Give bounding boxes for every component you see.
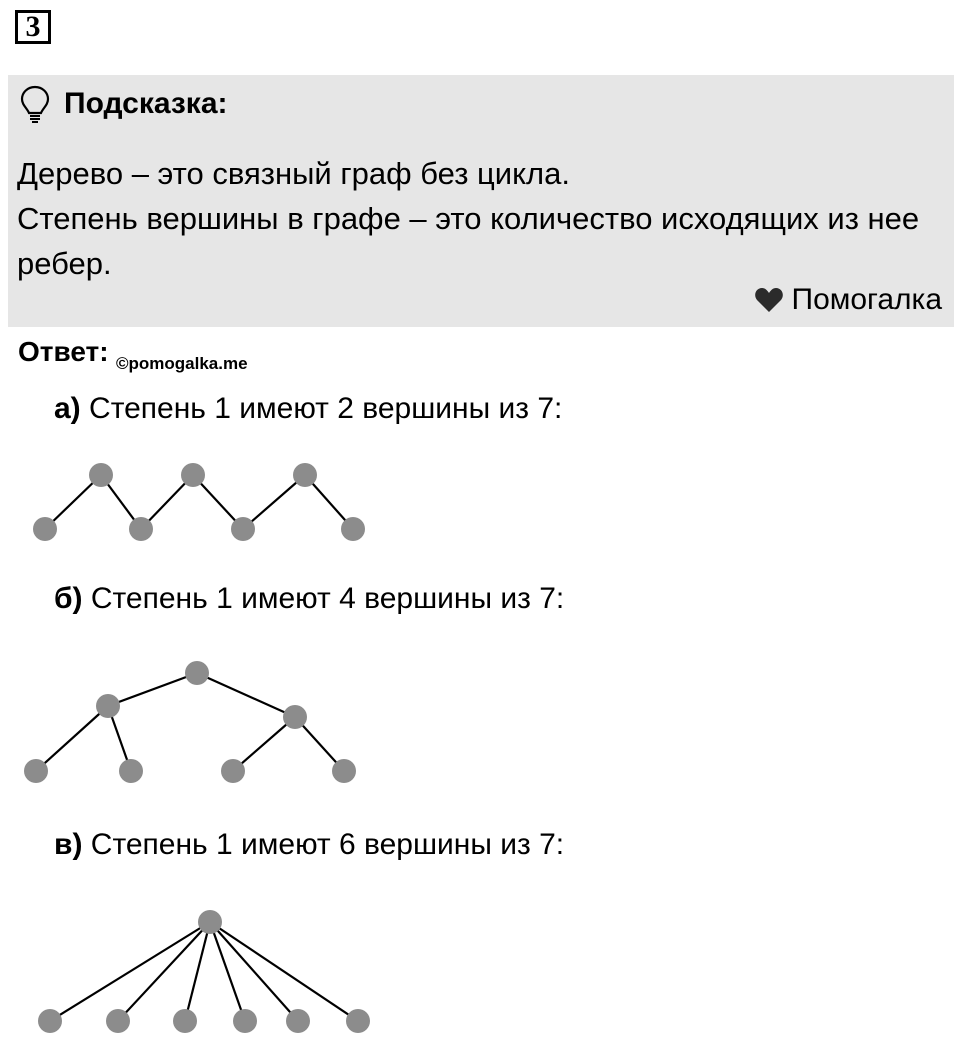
brand-label <box>754 283 943 317</box>
tree-graph-a <box>0 455 400 550</box>
graph-node <box>332 759 356 783</box>
task-number: 3 <box>15 10 51 44</box>
item-b <box>54 582 564 616</box>
item-letter: а) <box>54 392 81 425</box>
graph-node <box>173 1009 197 1033</box>
item-text: Степень 1 имеют 2 вершины из 7: <box>80 392 563 425</box>
item-text: Степень 1 имеют 6 вершины из 7: <box>82 828 565 861</box>
hint-title: Подсказка: <box>64 87 228 120</box>
graph-node <box>119 759 143 783</box>
item-letter: б) <box>54 582 83 615</box>
graph-node <box>24 759 48 783</box>
graph-node <box>96 694 120 718</box>
brand-name: Помогалка <box>791 283 942 316</box>
graph-node <box>106 1009 130 1033</box>
graph-node <box>293 463 317 487</box>
graph-edge <box>210 922 245 1021</box>
answer-label: Ответ: <box>18 336 109 367</box>
lightbulb-icon <box>20 85 50 123</box>
item-c <box>54 828 564 862</box>
item-a <box>54 392 562 426</box>
graph-node <box>341 517 365 541</box>
graph-node <box>198 910 222 934</box>
tree-graph-c <box>0 900 400 1040</box>
copyright-label: ©pomogalka.me <box>116 354 248 373</box>
hint-text <box>17 151 937 286</box>
item-text: Степень 1 имеют 4 вершины из 7: <box>82 582 565 615</box>
graph-node <box>231 517 255 541</box>
hint-line: Степень вершины в графе – это количество исходящих из нее ребер. <box>17 201 920 281</box>
graph-node <box>89 463 113 487</box>
graph-edge <box>108 673 197 706</box>
graph-edge <box>233 717 295 771</box>
graph-node <box>185 661 209 685</box>
graph-node <box>38 1009 62 1033</box>
graph-node <box>33 517 57 541</box>
graph-node <box>233 1009 257 1033</box>
graph-edge <box>50 922 210 1021</box>
graph-edge <box>36 706 108 771</box>
hint-line: Дерево – это связный граф без цикла. <box>17 156 570 191</box>
graph-node <box>181 463 205 487</box>
item-letter: в) <box>54 828 83 861</box>
graph-node <box>286 1009 310 1033</box>
tree-graph-b <box>0 650 400 795</box>
graph-node <box>283 705 307 729</box>
hint-header <box>20 85 228 123</box>
hint-box <box>8 75 954 327</box>
heart-icon <box>754 287 784 313</box>
graph-node <box>129 517 153 541</box>
graph-edge <box>197 673 295 717</box>
graph-node <box>346 1009 370 1033</box>
graph-edge <box>243 475 305 529</box>
graph-node <box>221 759 245 783</box>
